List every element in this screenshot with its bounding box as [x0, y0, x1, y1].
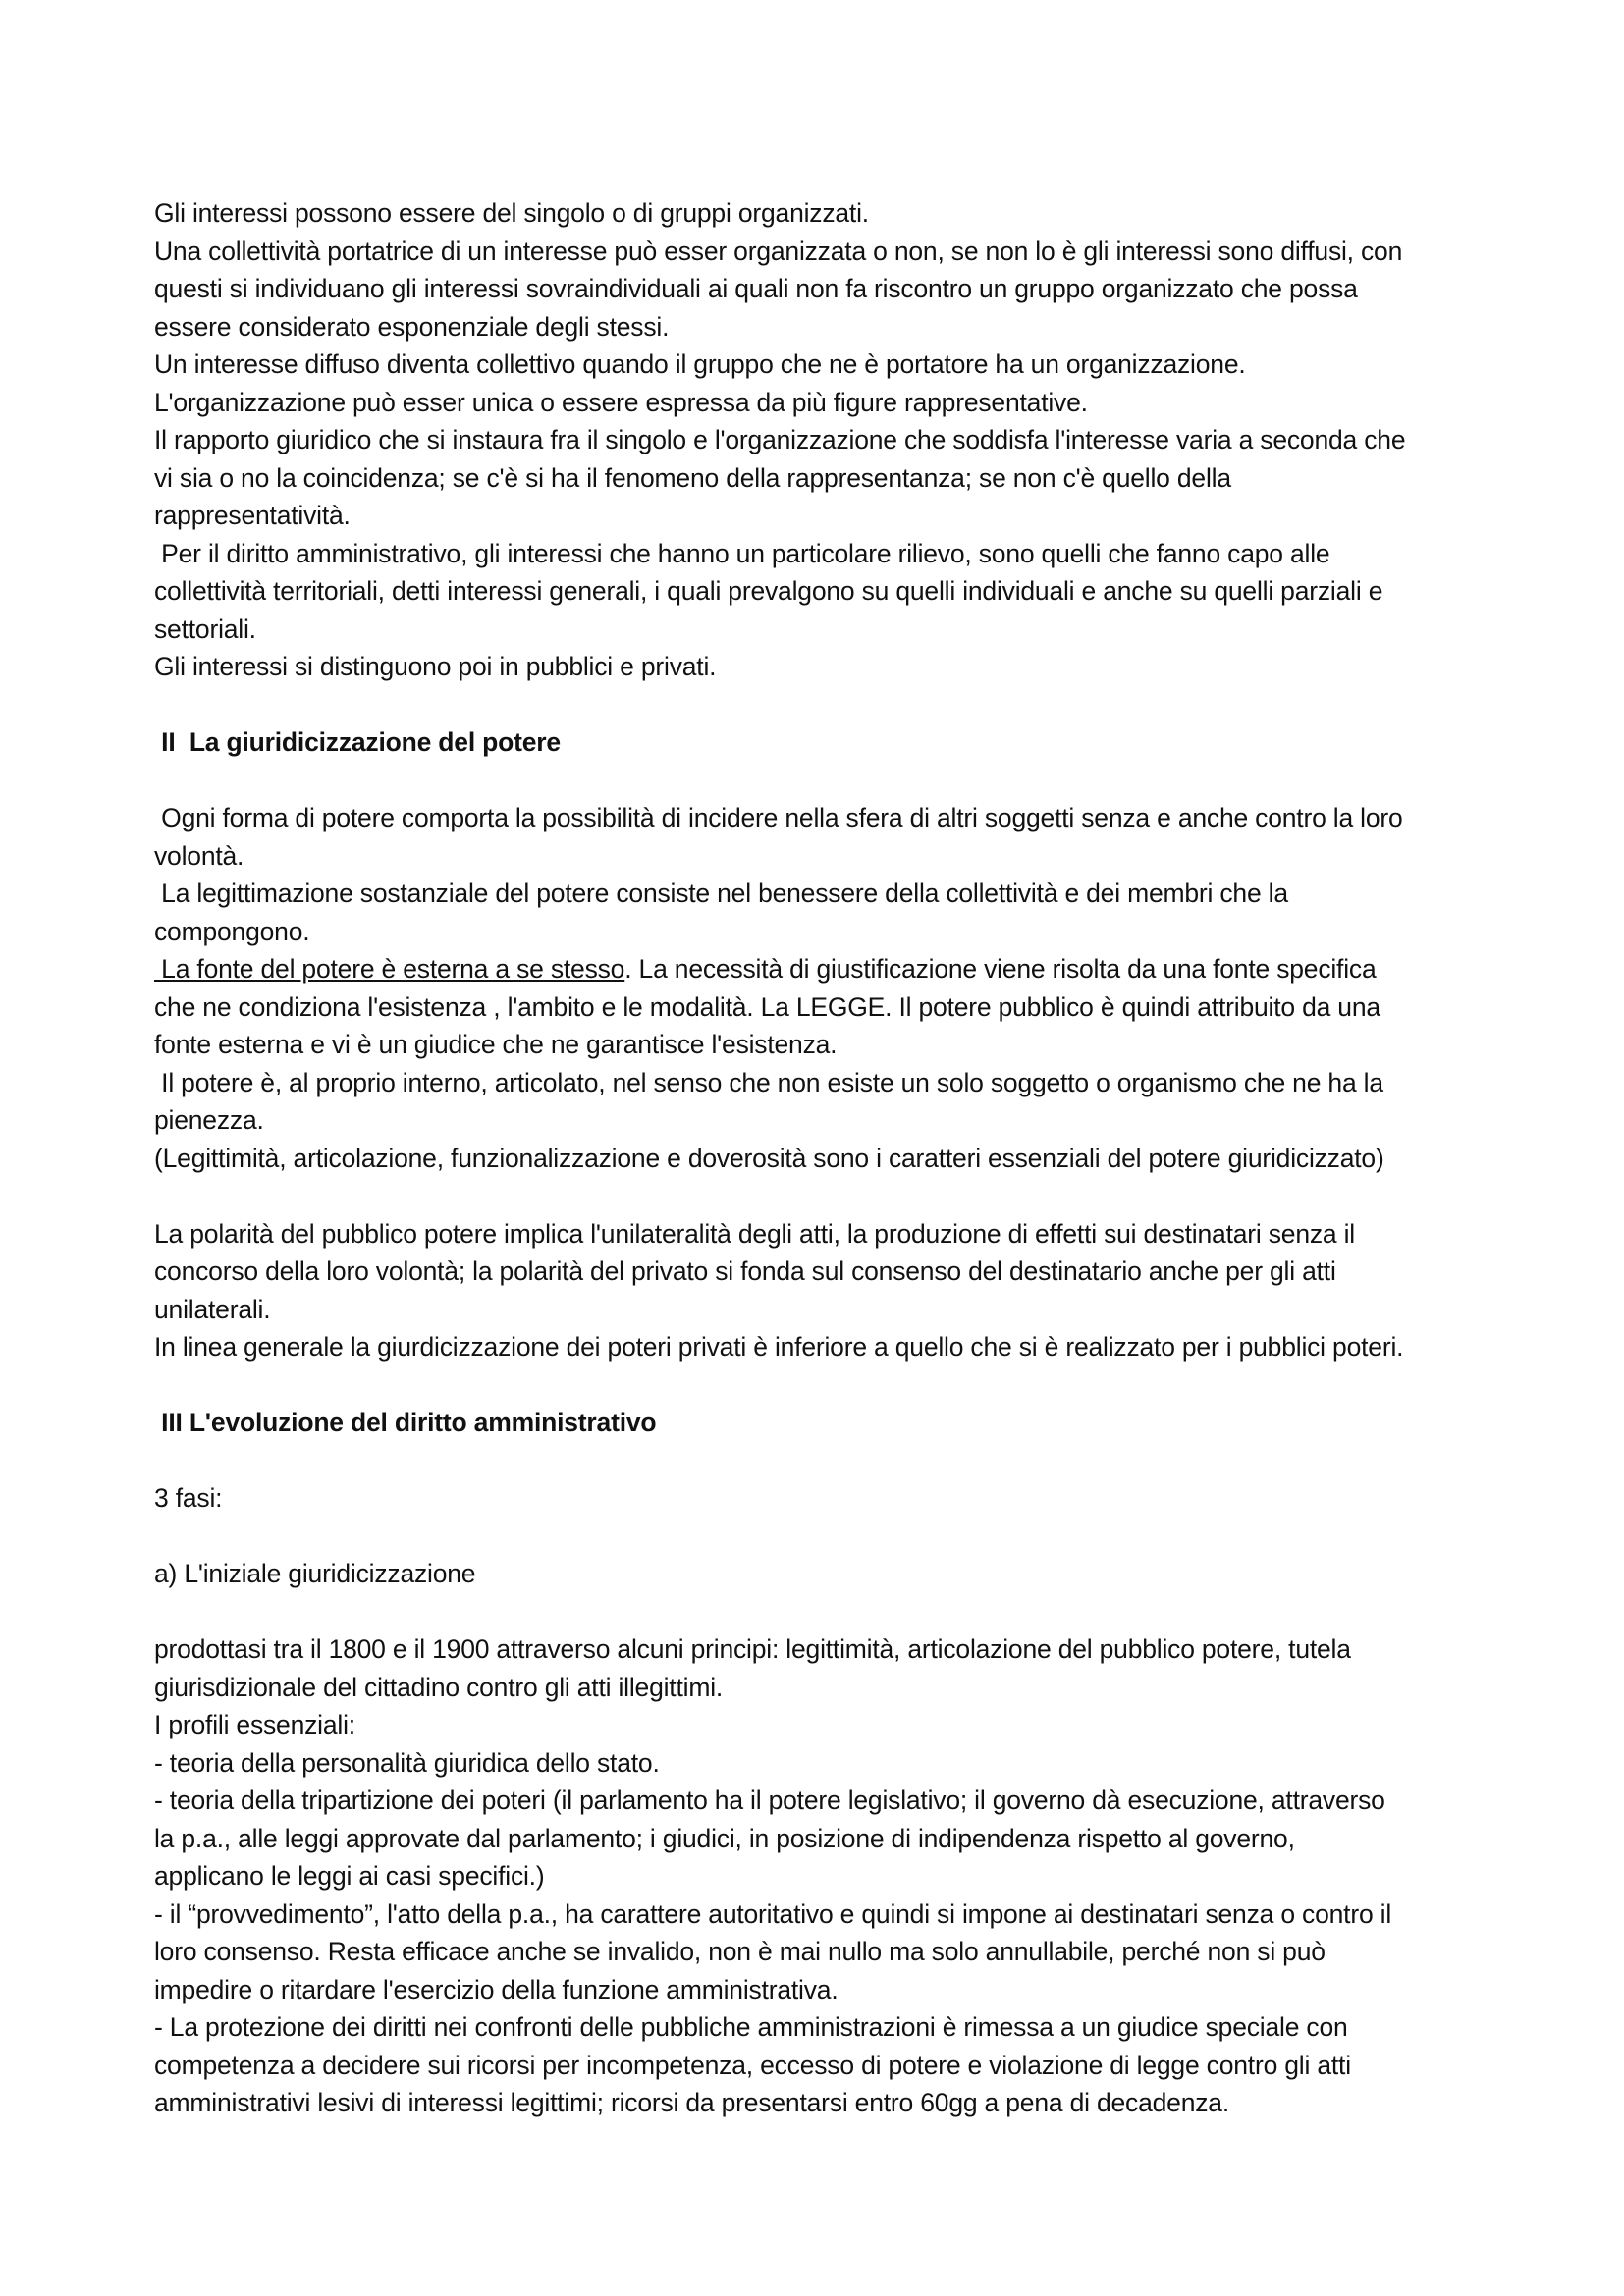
- text-line: loro consenso. Resta efficace anche se invalido, non è mai nullo ma solo annullabile, perché non si può: [154, 1937, 1326, 1966]
- text-line: (Legittimità, articolazione, funzionalizzazione e doverosità sono i caratteri essenziali del potere giuridicizzato): [154, 1143, 1384, 1173]
- blank-line: [154, 1177, 1489, 1215]
- text-line: amministrativi lesivi di interessi legittimi; ricorsi da presentarsi entro 60gg a pena di decadenza.: [154, 2088, 1229, 2117]
- text-line: fonte esterna e vi è un giudice che ne garantisce l'esistenza.: [154, 1030, 838, 1059]
- text-line: rappresentatività.: [154, 501, 351, 530]
- text-line: In linea generale la giurdicizzazione dei poteri privati è inferiore a quello che si è realizzato per i pubblici poteri.: [154, 1332, 1404, 1362]
- blank-line: [154, 1593, 1489, 1631]
- text-line: La legittimazione sostanziale del potere consiste nel benessere della collettività e dei membri che la: [154, 879, 1288, 908]
- list-item: - teoria della personalità giuridica dello stato.: [154, 1747, 660, 1778]
- text-line: I profili essenziali:: [154, 1710, 355, 1739]
- underlined-phrase: La fonte del potere è esterna a se stesso: [154, 954, 625, 984]
- text-line: Gli interessi si distinguono poi in pubblici e privati.: [154, 652, 717, 681]
- document-page: [154, 194, 1489, 2122]
- blank-line: [154, 1366, 1489, 1405]
- subsection-heading-a: a) L'iniziale giuridicizzazione: [154, 1559, 476, 1588]
- text-line: prodottasi tra il 1800 e il 1900 attraverso alcuni principi: legittimità, articolazione del pubblico potere, tutela: [154, 1634, 1351, 1664]
- text-line: 3 fasi:: [154, 1483, 223, 1513]
- text-line: La polarità del pubblico potere implica l'unilateralità degli atti, la produzione di effetti sui destinatari senza il: [154, 1218, 1355, 1249]
- text-line: volontà.: [154, 840, 244, 871]
- blank-line: [154, 1518, 1489, 1556]
- text-line: giurisdizionale del cittadino contro gli atti illegittimi.: [154, 1672, 724, 1702]
- text-line: Un interesse diffuso diventa collettivo quando il gruppo che ne è portatore ha un organizzazione.: [154, 349, 1246, 379]
- text-line: Per il diritto amministrativo, gli interessi che hanno un particolare rilievo, sono quelli che fanno capo alle: [154, 538, 1330, 568]
- text-line: questi si individuano gli interessi sovraindividuali ai quali non fa riscontro un gruppo organizzato che possa: [154, 274, 1358, 303]
- blank-line: [154, 762, 1489, 800]
- blank-line: [154, 1442, 1489, 1480]
- section-heading-iii: III L'evoluzione del diritto amministrativo: [154, 1408, 657, 1437]
- text-fragment: . La necessità di giustificazione viene risolta da una fonte specifica: [624, 954, 1377, 984]
- text-line: vi sia o no la coincidenza; se c'è si ha il fenomeno della rappresentanza; se non c'è quello della: [154, 462, 1231, 493]
- text-line: Il potere è, al proprio interno, articolato, nel senso che non esiste un solo soggetto o organismo che ne ha la: [154, 1067, 1383, 1097]
- section-heading-ii: II La giuridicizzazione del potere: [154, 727, 561, 757]
- list-item: - teoria della tripartizione dei poteri (il parlamento ha il potere legislativo; il governo dà esecuzione, attraverso: [154, 1786, 1385, 1815]
- text-line: Gli interessi possono essere del singolo o di gruppi organizzati.: [154, 198, 869, 228]
- text-line: L'organizzazione può esser unica o essere espressa da più figure rappresentative.: [154, 387, 1088, 417]
- text-line: Una collettività portatrice di un interesse può esser organizzata o non, se non lo è gli interessi sono diffusi, con: [154, 236, 1403, 266]
- text-line: la p.a., alle leggi approvate dal parlamento; i giudici, in posizione di indipendenza rispetto al governo,: [154, 1823, 1295, 1853]
- text-line: pienezza.: [154, 1105, 264, 1135]
- text-line: applicano le leggi ai casi specifici.): [154, 1861, 545, 1891]
- text-line: collettività territoriali, detti interessi generali, i quali prevalgono su quelli individuali e anche su quelli parziali e: [154, 576, 1383, 606]
- text-line: impedire o ritardare l'esercizio della funzione amministrativa.: [154, 1974, 839, 2004]
- text-line: [154, 950, 1489, 988]
- text-line: Ogni forma di potere comporta la possibilità di incidere nella sfera di altri soggetti senza e anche contro la loro: [154, 803, 1403, 832]
- text-line: compongono.: [154, 916, 310, 946]
- text-line: concorso della loro volontà; la polarità del privato si fonda sul consenso del destinatario anche per gli atti: [154, 1256, 1336, 1286]
- text-line: competenza a decidere sui ricorsi per incompetenza, eccesso di potere e violazione di legge contro gli atti: [154, 2050, 1351, 2080]
- text-line: unilaterali.: [154, 1294, 271, 1324]
- text-line: essere considerato esponenziale degli stessi.: [154, 311, 670, 342]
- blank-line: [154, 686, 1489, 724]
- text-line: che ne condiziona l'esistenza , l'ambito e le modalità. La LEGGE. Il potere pubblico è quindi attribuito da una: [154, 991, 1380, 1022]
- text-line: Il rapporto giuridico che si instaura fra il singolo e l'organizzazione che soddisfa l'interesse varia a seconda che: [154, 425, 1406, 454]
- text-line: settoriali.: [154, 614, 256, 644]
- list-item: - La protezione dei diritti nei confronti delle pubbliche amministrazioni è rimessa a un giudice speciale con: [154, 2012, 1348, 2042]
- list-item: - il “provvedimento”, l'atto della p.a., ha carattere autoritativo e quindi si impone ai destinatari senza o contro il: [154, 1898, 1392, 1929]
